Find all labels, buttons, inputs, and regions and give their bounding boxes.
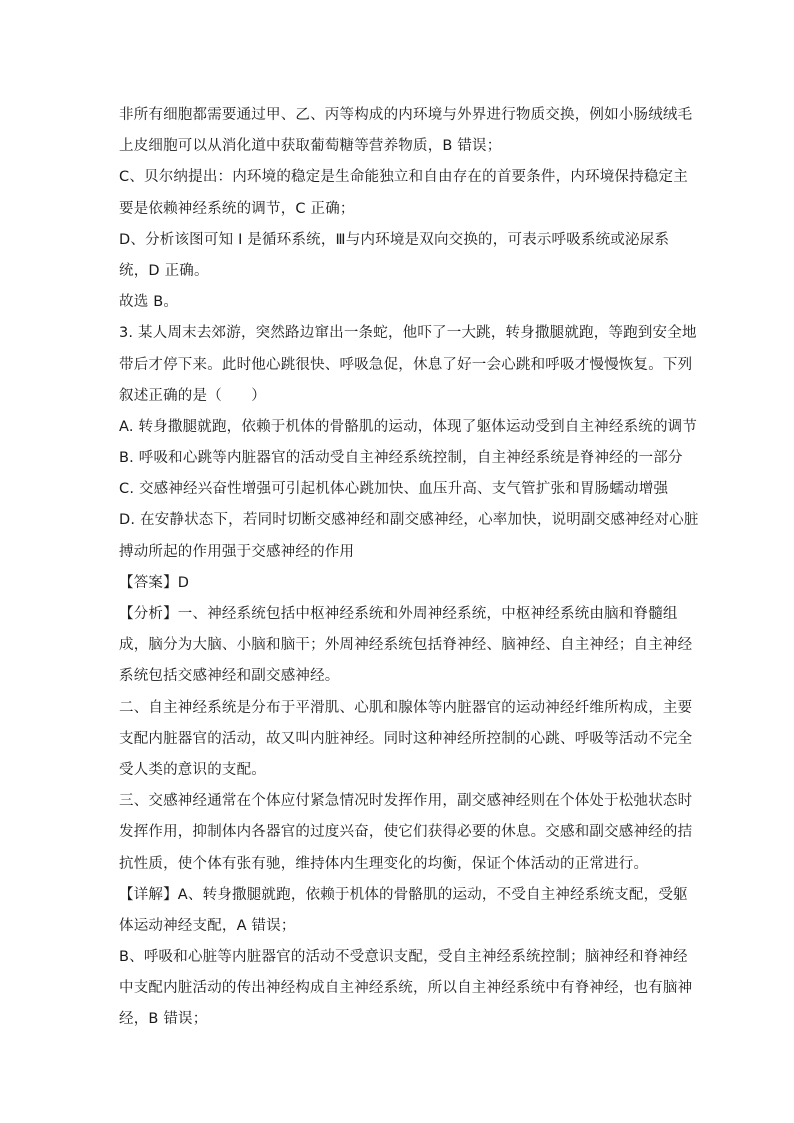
question-line: 3. 某人周末去郊游，突然路边窜出一条蛇，他吓了一大跳，转身撒腿就跑，等跑到安全地 bbox=[119, 325, 697, 342]
analysis-line: 【分析】一、神经系统包括中枢神经系统和外周神经系统，中枢神经系统由脑和脊髓组 bbox=[119, 606, 678, 622]
option-c: C. 交感神经兴奋性增强可引起机体心跳加快、血压升高、支气管扩张和胃肠蠕动增强 bbox=[119, 481, 669, 498]
analysis-line: 系统包括交感神经和副交感神经。 bbox=[119, 668, 340, 685]
analysis-line: 二、自主神经系统是分布于平滑肌、心肌和腺体等内脏器官的运动神经纤维所构成，主要 bbox=[119, 699, 693, 716]
text-line: 统，D 正确。 bbox=[119, 262, 209, 279]
explanation-line: 【详解】A、转身撒腿就跑，依赖于机体的骨骼肌的运动，不受自主神经系统支配，受躯 bbox=[119, 886, 688, 903]
text-line: 非所有细胞都需要通过甲、乙、丙等构成的内环境与外界进行物质交换，例如小肠绒绒毛 bbox=[119, 107, 693, 123]
explanation-line: B、呼吸和心脏等内脏器官的活动不受意识支配，受自主神经系统控制；脑神经和脊神经 bbox=[119, 949, 688, 966]
analysis-line: 抗性质，使个体有张有驰，维持体内生理变化的均衡，保证个体活动的正常进行。 bbox=[119, 855, 649, 872]
text-line: 故选 B。 bbox=[119, 294, 179, 311]
analysis-line: 发挥作用，抑制体内各器官的过度兴奋，使它们获得必要的休息。交感和副交感神经的拮 bbox=[119, 824, 693, 841]
option-d: D. 在安静状态下，若同时切断交感神经和副交感神经，心率加快，说明副交感神经对心脏 bbox=[119, 512, 699, 529]
question-line: 叙述正确的是（ ） bbox=[119, 387, 266, 404]
analysis-line: 成，脑分为大脑、小脑和脑干；外周神经系统包括脊神经、脑神经、自主神经；自主神经 bbox=[119, 637, 693, 654]
option-a: A. 转身撒腿就跑，依赖于机体的骨骼肌的运动，体现了躯体运动受到自主神经系统的调节 bbox=[119, 418, 698, 435]
explanation-line: 经，B 错误； bbox=[119, 1011, 208, 1028]
analysis-line: 支配内脏器官的活动，故又叫内脏神经。同时这种神经所控制的心跳、呼吸等活动不完全 bbox=[119, 730, 693, 747]
explanation-line: 中支配内脏活动的传出神经构成自主神经系统，所以自主神经系统中有脊神经，也有脑神 bbox=[119, 980, 693, 997]
text-line: C、贝尔纳提出：内环境的稳定是生命能独立和自由存在的首要条件，内环境保持稳定主 bbox=[119, 169, 688, 186]
text-line: D、分析该图可知 I 是循环系统，Ⅲ与内环境是双向交换的，可表示呼吸系统或泌尿系 bbox=[119, 231, 670, 248]
question-line: 带后才停下来。此时他心跳很快、呼吸急促，休息了好一会心跳和呼吸才慢慢恢复。下列 bbox=[119, 356, 693, 373]
text-line: 上皮细胞可以从消化道中获取葡萄糖等营养物质，B 错误； bbox=[119, 138, 502, 155]
text-line: 要是依赖神经系统的调节，C 正确； bbox=[119, 200, 355, 217]
option-d: 搏动所起的作用强于交感神经的作用 bbox=[119, 543, 355, 560]
document-body bbox=[119, 100, 699, 1036]
answer-line: 【答案】D bbox=[119, 574, 190, 591]
analysis-line: 受人类的意识的支配。 bbox=[119, 761, 266, 778]
analysis-line: 三、交感神经通常在个体应付紧急情况时发挥作用，副交感神经则在个体处于松弛状态时 bbox=[119, 793, 693, 810]
explanation-line: 体运动神经支配，A 错误； bbox=[119, 917, 296, 934]
option-b: B. 呼吸和心跳等内脏器官的活动受自主神经系统控制，自主神经系统是脊神经的一部分 bbox=[119, 450, 683, 467]
